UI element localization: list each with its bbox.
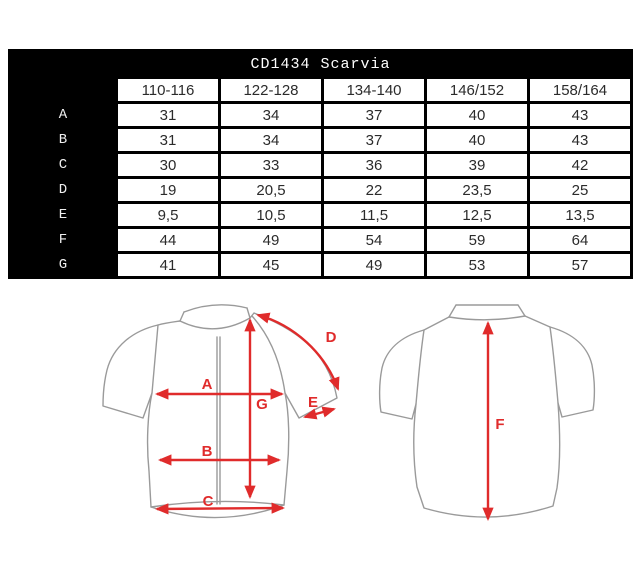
back-measure-arrows (488, 323, 505, 519)
size-column-header: 158/164 (530, 79, 630, 101)
measurement-cell: 40 (427, 129, 527, 151)
measure-label-d: D (325, 329, 337, 346)
measurement-cell: 37 (324, 104, 424, 126)
measurement-cell: 31 (118, 104, 218, 126)
measurement-cell: 59 (427, 229, 527, 251)
row-label: B (11, 129, 115, 151)
measurement-cell: 34 (221, 129, 321, 151)
measurement-cell: 36 (324, 154, 424, 176)
measurement-cell: 12,5 (427, 204, 527, 226)
row-label: C (11, 154, 115, 176)
table-row (11, 179, 630, 201)
measurement-cell: 39 (427, 154, 527, 176)
measurement-cell: 11,5 (324, 204, 424, 226)
measurement-cell: 49 (221, 229, 321, 251)
measure-label-a: A (201, 376, 213, 393)
measurement-cell: 53 (427, 254, 527, 276)
measurement-cell: 10,5 (221, 204, 321, 226)
table-row (11, 154, 630, 176)
measurement-cell: 13,5 (530, 204, 630, 226)
measurement-cell: 23,5 (427, 179, 527, 201)
measurement-diagram (0, 290, 640, 575)
measurement-cell: 33 (221, 154, 321, 176)
measure-label-f: F (495, 416, 505, 433)
measurement-cell: 34 (221, 104, 321, 126)
measure-arrow-c (157, 508, 283, 509)
size-column-header: 146/152 (427, 79, 527, 101)
measurement-cell: 41 (118, 254, 218, 276)
measurement-cell: 37 (324, 129, 424, 151)
table-row (11, 104, 630, 126)
measurement-cell: 54 (324, 229, 424, 251)
measure-arrow-d (258, 315, 338, 389)
measure-label-b: B (201, 443, 213, 460)
table-row (11, 254, 630, 276)
row-label: E (11, 204, 115, 226)
measurement-cell: 49 (324, 254, 424, 276)
measurement-cell: 42 (530, 154, 630, 176)
table-row (11, 204, 630, 226)
measurement-cell: 43 (530, 104, 630, 126)
table-title: CD1434 Scarvia (11, 52, 630, 76)
measurement-cell: 57 (530, 254, 630, 276)
measurement-cell: 19 (118, 179, 218, 201)
table-title-row (11, 52, 630, 76)
measurement-cell: 25 (530, 179, 630, 201)
size-header-row (11, 79, 630, 101)
measure-label-g: G (256, 396, 268, 413)
size-column-header: 122-128 (221, 79, 321, 101)
measurement-cell: 44 (118, 229, 218, 251)
table-row (11, 229, 630, 251)
measurement-cell: 20,5 (221, 179, 321, 201)
size-column-header: 134-140 (324, 79, 424, 101)
row-label: D (11, 179, 115, 201)
measurement-cell: 64 (530, 229, 630, 251)
row-label: F (11, 229, 115, 251)
corner-cell (11, 79, 115, 101)
size-table (8, 49, 633, 279)
zipper-line (217, 337, 220, 504)
measurement-cell: 45 (221, 254, 321, 276)
measurement-cell: 9,5 (118, 204, 218, 226)
row-label: A (11, 104, 115, 126)
measure-label-e: E (307, 394, 319, 411)
row-label: G (11, 254, 115, 276)
size-column-header: 110-116 (118, 79, 218, 101)
measurement-cell: 30 (118, 154, 218, 176)
measurement-cell: 43 (530, 129, 630, 151)
measure-label-c: C (202, 493, 214, 510)
table-row (11, 129, 630, 151)
measurement-cell: 31 (118, 129, 218, 151)
measurement-cell: 40 (427, 104, 527, 126)
measurement-cell: 22 (324, 179, 424, 201)
